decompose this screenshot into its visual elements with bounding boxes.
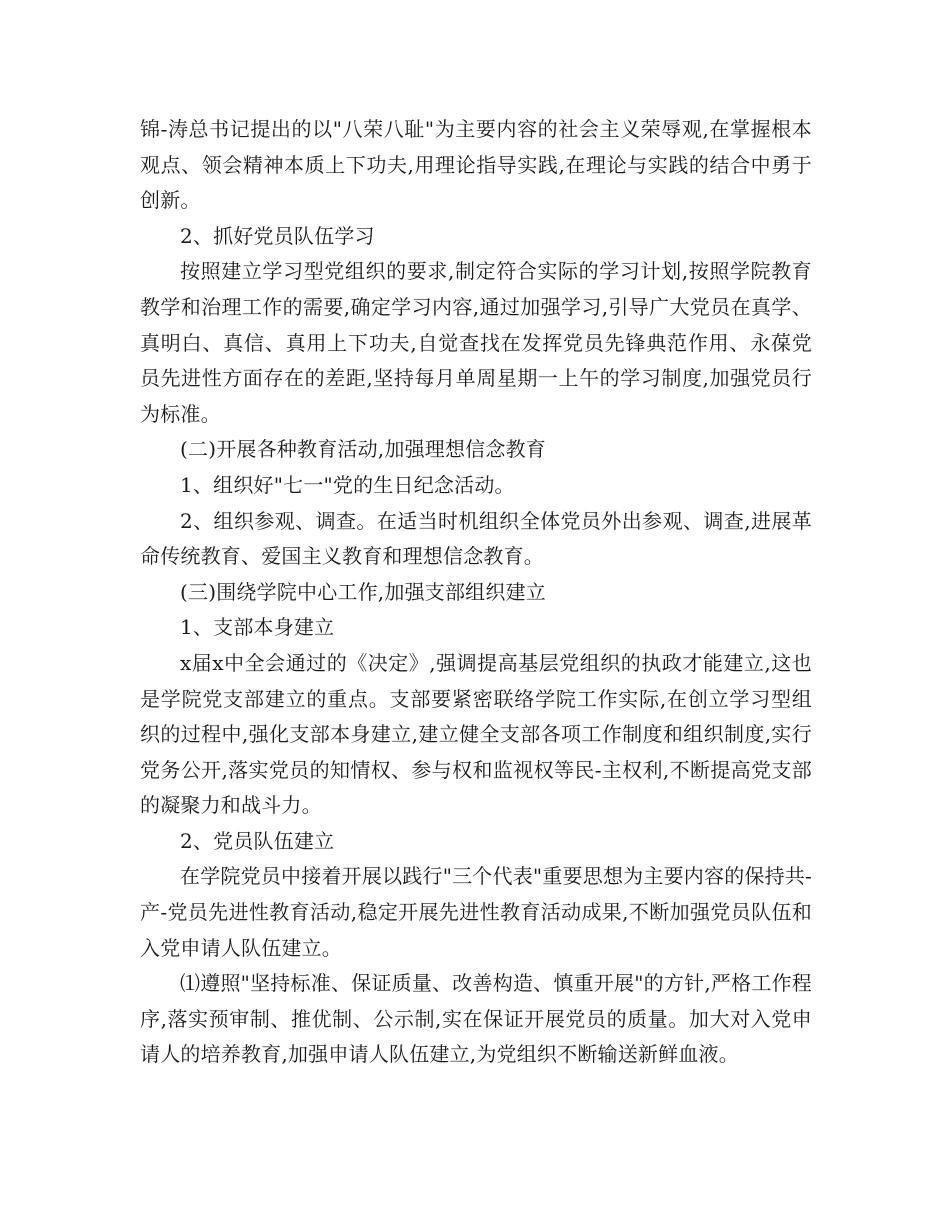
section-heading-education-activities: (二)开展各种教育活动,加强理想信念教育 bbox=[180, 437, 546, 462]
section-heading-branch-organization: (三)围绕学院中心工作,加强支部组织建立 bbox=[180, 579, 546, 604]
item-member-team-building: 2、党员队伍建立 bbox=[180, 828, 335, 853]
paragraph-continuation: 锦-涛总书记提出的以"八荣八耻"为主要内容的社会主义荣辱观,在掌握根本观点、领会精神本质上下功夫,用理论指导实践,在理论与实践的结合中勇于创新。 bbox=[140, 117, 812, 213]
paragraph-visits-surveys: 2、组织参观、调查。在适当时机组织全体党员外出参观、调查,进展革命传统教育、爱国主义教育和理想信念教育。 bbox=[140, 508, 812, 569]
paragraph-plenary-decision: x届x中全会通过的《决定》,强调提高基层党组织的执政才能建立,这也是学院党支部建立的重点。支部要紧密联络学院工作实际,在创立学习型组织的过程中,强化支部本身建立,建立健全支部各项工作制度和组织制度,实行党务公开,落实党员的知情权、参与权和监视权等民-主权利,不断提高党支部的凝聚力和战斗力。 bbox=[140, 650, 812, 818]
section-heading-party-member-study: 2、抓好党员队伍学习 bbox=[180, 223, 375, 248]
paragraph-study-plan: 按照建立学习型党组织的要求,制定符合实际的学习计划,按照学院教育教学和治理工作的需要,确定学习内容,通过加强学习,引导广大党员在真学、真明白、真信、真用上下功夫,自觉查找在发挥党员先锋典范作用、永葆党员先进性方面存在的差距,坚持每月单周星期一上午的学习制度,加强党员行为标准。 bbox=[140, 259, 812, 426]
document-page bbox=[140, 112, 812, 1073]
paragraph-guideline-quality: ⑴遵照"坚持标准、保证质量、改善构造、慎重开展"的方针,严格工作程序,落实预审制、推优制、公示制,实在保证开展党员的质量。加大对入党申请人的培养教育,加强申请人队伍建立,为党组织不断输送新鲜血液。 bbox=[140, 971, 812, 1067]
paragraph-advanced-education: 在学院党员中接着开展以践行"三个代表"重要思想为主要内容的保持共-产-党员先进性教育活动,稳定开展先进性教育活动成果,不断加强党员队伍和入党申请人队伍建立。 bbox=[140, 864, 812, 960]
item-branch-self-building: 1、支部本身建立 bbox=[180, 615, 335, 640]
item-july-first-activity: 1、组织好"七一"党的生日纪念活动。 bbox=[180, 472, 515, 497]
